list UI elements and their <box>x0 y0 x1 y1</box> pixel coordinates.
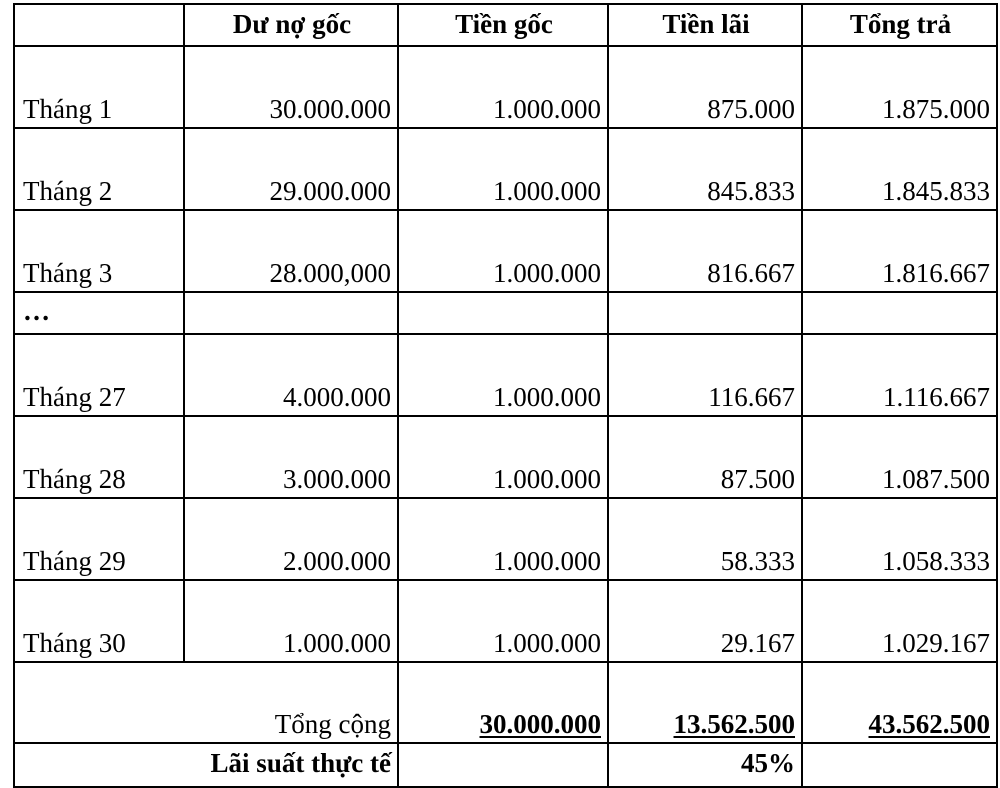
tien-goc-cell: 1.000.000 <box>398 46 608 128</box>
header-month <box>14 4 184 46</box>
empty-cell <box>398 743 608 787</box>
tong-tra-cell: 1.116.667 <box>802 334 997 416</box>
ellipsis-cell: … <box>14 292 184 334</box>
tien-lai-cell: 875.000 <box>608 46 802 128</box>
tien-lai-cell: 845.833 <box>608 128 802 210</box>
tien-lai-cell: 58.333 <box>608 498 802 580</box>
du-no-goc-cell: 3.000.000 <box>184 416 398 498</box>
total-tien-lai <box>608 662 802 743</box>
empty-cell <box>184 292 398 334</box>
month-cell: Tháng 3 <box>14 210 184 292</box>
effective-rate-value: 45% <box>608 743 802 787</box>
header-tien-goc: Tiền gốc <box>398 4 608 46</box>
header-du-no-goc: Dư nợ gốc <box>184 4 398 46</box>
tong-tra-cell: 1.029.167 <box>802 580 997 662</box>
tien-goc-cell: 1.000.000 <box>398 498 608 580</box>
total-tong-tra <box>802 662 997 743</box>
effective-rate-label: Lãi suất thực tế <box>14 743 398 787</box>
table-row <box>14 334 997 416</box>
month-cell: Tháng 29 <box>14 498 184 580</box>
empty-cell <box>608 292 802 334</box>
tien-goc-cell: 1.000.000 <box>398 210 608 292</box>
tien-goc-cell: 1.000.000 <box>398 416 608 498</box>
du-no-goc-cell: 28.000,000 <box>184 210 398 292</box>
total-tien-lai-value: 13.562.500 <box>673 709 795 739</box>
empty-cell <box>802 292 997 334</box>
du-no-goc-cell: 29.000.000 <box>184 128 398 210</box>
header-tong-tra: Tổng trả <box>802 4 997 46</box>
ellipsis-row <box>14 292 997 334</box>
tong-tra-cell: 1.875.000 <box>802 46 997 128</box>
loan-schedule-table <box>13 3 998 788</box>
tong-tra-cell: 1.845.833 <box>802 128 997 210</box>
total-tien-goc <box>398 662 608 743</box>
table-row <box>14 416 997 498</box>
month-cell: Tháng 1 <box>14 46 184 128</box>
total-label: Tổng cộng <box>14 662 398 743</box>
table-row <box>14 210 997 292</box>
tong-tra-cell: 1.087.500 <box>802 416 997 498</box>
table-row <box>14 128 997 210</box>
table-row <box>14 498 997 580</box>
month-cell: Tháng 30 <box>14 580 184 662</box>
du-no-goc-cell: 4.000.000 <box>184 334 398 416</box>
du-no-goc-cell: 2.000.000 <box>184 498 398 580</box>
tien-lai-cell: 816.667 <box>608 210 802 292</box>
effective-rate-row <box>14 743 997 787</box>
tien-goc-cell: 1.000.000 <box>398 334 608 416</box>
total-tien-goc-value: 30.000.000 <box>479 709 601 739</box>
tien-lai-cell: 29.167 <box>608 580 802 662</box>
header-tien-lai: Tiền lãi <box>608 4 802 46</box>
month-cell: Tháng 27 <box>14 334 184 416</box>
tien-goc-cell: 1.000.000 <box>398 128 608 210</box>
tong-tra-cell: 1.816.667 <box>802 210 997 292</box>
empty-cell <box>398 292 608 334</box>
table-row <box>14 46 997 128</box>
tien-goc-cell: 1.000.000 <box>398 580 608 662</box>
table-row <box>14 580 997 662</box>
tong-tra-cell: 1.058.333 <box>802 498 997 580</box>
empty-cell <box>802 743 997 787</box>
total-row <box>14 662 997 743</box>
tien-lai-cell: 87.500 <box>608 416 802 498</box>
du-no-goc-cell: 30.000.000 <box>184 46 398 128</box>
du-no-goc-cell: 1.000.000 <box>184 580 398 662</box>
tien-lai-cell: 116.667 <box>608 334 802 416</box>
month-cell: Tháng 2 <box>14 128 184 210</box>
header-row <box>14 4 997 46</box>
month-cell: Tháng 28 <box>14 416 184 498</box>
total-tong-tra-value: 43.562.500 <box>868 709 990 739</box>
